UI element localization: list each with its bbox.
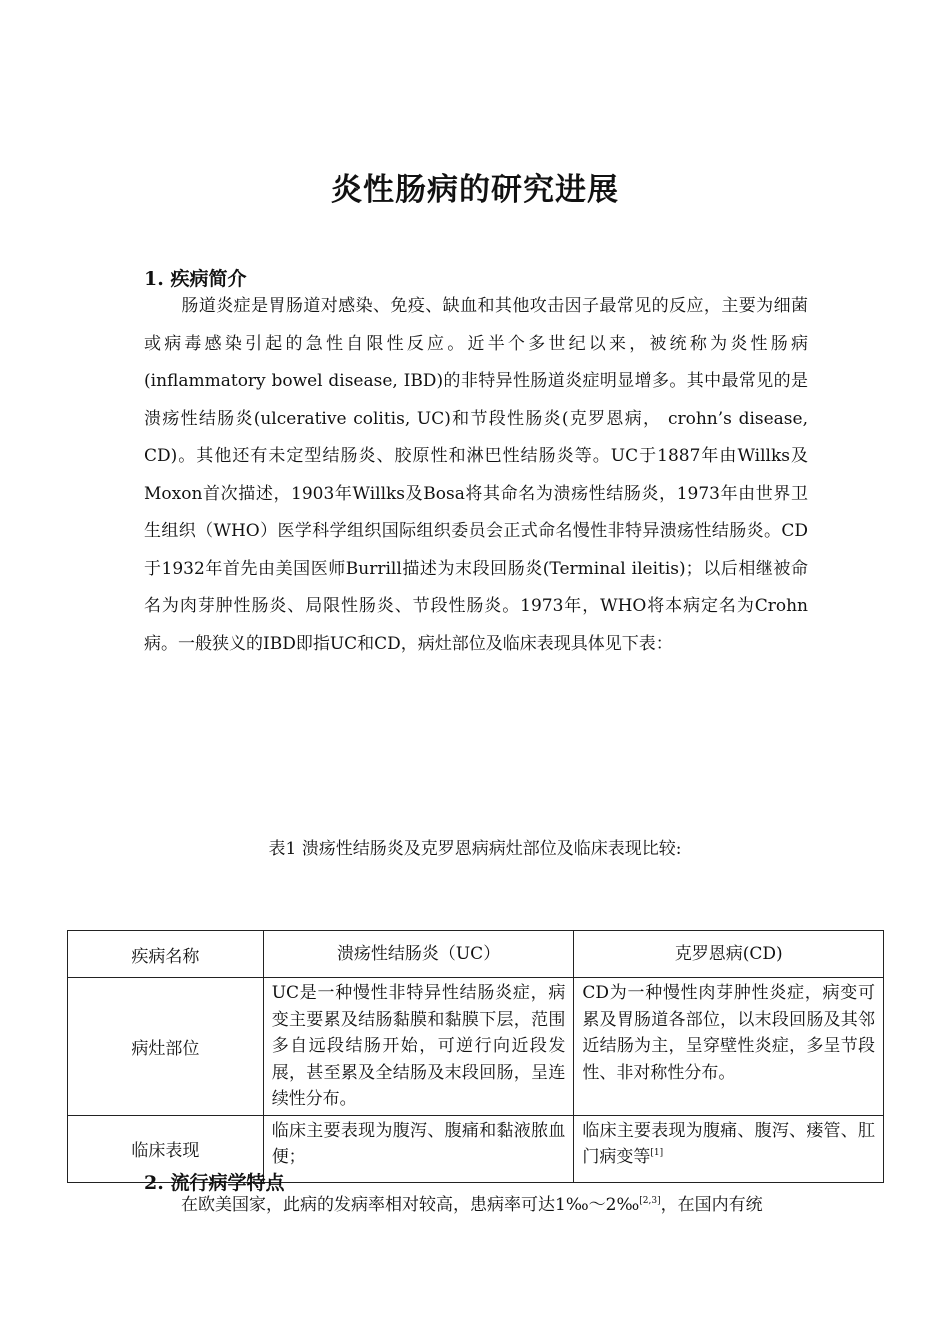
section-2-paragraph bbox=[144, 1190, 808, 1220]
section-heading-1: 1. 疾病简介 bbox=[144, 268, 247, 290]
table-header-row bbox=[68, 931, 884, 978]
comparison-table bbox=[67, 930, 884, 1183]
header-disease-name: 疾病名称 bbox=[68, 931, 264, 978]
uc-lesion-site: UC是一种慢性非特异性结肠炎症，病变主要累及结肠黏膜和黏膜下层，范围多自远段结肠开始，可逆行向近段发展，甚至累及全结肠及末段回肠，呈连续性分布。 bbox=[263, 978, 574, 1116]
citation-ref: [2,3] bbox=[639, 1196, 661, 1206]
uc-clinical: 临床主要表现为腹泻、腹痛和黏液脓血便； bbox=[263, 1115, 574, 1182]
header-cd: 克罗恩病(CD) bbox=[574, 931, 884, 978]
table-caption: 表1 溃疡性结肠炎及克罗恩病病灶部位及临床表现比较: bbox=[268, 839, 682, 859]
table-row bbox=[68, 978, 884, 1116]
row-label-lesion-site: 病灶部位 bbox=[68, 978, 264, 1116]
section-2-text-start: 在欧美国家，此病的发病率相对较高，患病率可达1‰～2‰ bbox=[181, 1195, 640, 1215]
section-1-paragraph bbox=[144, 288, 808, 663]
cd-lesion-site: CD为一种慢性肉芽肿性炎症，病变可累及胃肠道各部位，以末段回肠及其邻近结肠为主，呈穿壁性炎症，多呈节段性、非对称性分布。 bbox=[574, 978, 884, 1116]
section-1-text: 肠道炎症是胃肠道对感染、免疫、缺血和其他攻击因子最常见的反应，主要为细菌或病毒感染引起的急性自限性反应。近半个多世纪以来，被统称为炎性肠病(inflammatory bowel disease, IBD)的非特异性肠道炎症明显增多。其中最常见的是溃疡性结肠炎(ulcerative colitis, UC)和节段性肠炎(克罗恩病， crohn’s disease, CD)。其他还有未定型结肠炎、胶原性和淋巴性结肠炎等。UC于1887年由Willks及Moxon首次描述，1903年Willks及Bosa将其命名为溃疡性结肠炎，1973年由世界卫生组织（WHO）医学科学组织国际组织委员会正式命名慢性非特异溃疡性结肠炎。CD于1932年首先由美国医师Burrill描述为末段回肠炎(Terminal ileitis)；以后相继被命名为肉芽肿性肠炎、局限性肠炎、节段性肠炎。1973年，WHO将本病定名为Crohn病。一般狭义的IBD即指UC和CD，病灶部位及临床表现具体见下表： bbox=[144, 296, 808, 654]
cd-clinical-cell bbox=[574, 1115, 884, 1182]
cd-clinical: 临床主要表现为腹痛、腹泻、瘘管、肛门病变等 bbox=[582, 1120, 875, 1167]
section-heading-2: 2. 流行病学特点 bbox=[144, 1172, 285, 1194]
citation-ref: [1] bbox=[650, 1148, 664, 1158]
row-label-clinical: 临床表现 bbox=[68, 1115, 264, 1182]
header-uc: 溃疡性结肠炎（UC） bbox=[263, 931, 574, 978]
document-title: 炎性肠病的研究进展 bbox=[331, 172, 619, 208]
section-2-text-end: ，在国内有统 bbox=[660, 1195, 763, 1215]
